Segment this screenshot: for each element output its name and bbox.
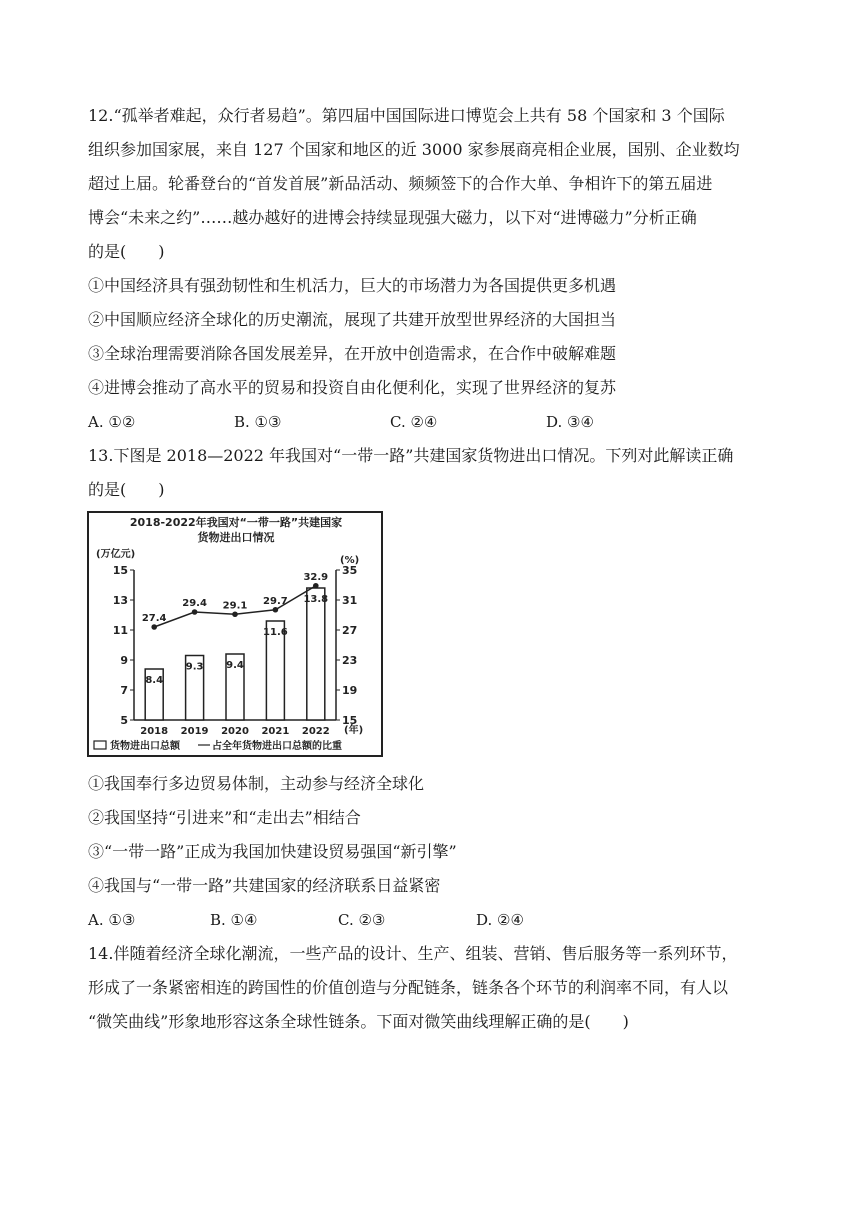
line-value-label: 29.7: [263, 595, 288, 607]
q13-stem-line-2: 的是( ): [88, 480, 165, 499]
q13-item-2: ②我国坚持“引进来”和“走出去”相结合: [88, 808, 361, 827]
y2-axis-label: (%): [340, 555, 360, 566]
bar-value-label: 8.4: [145, 675, 164, 686]
q13-option-b[interactable]: B. ①④: [210, 911, 258, 929]
y-tick-label: 7: [120, 684, 128, 697]
bar-value-label: 11.6: [263, 627, 288, 638]
line-point: [192, 609, 198, 615]
bar-value-label: 13.8: [303, 594, 329, 605]
legend-bar-label: 货物进出口总额: [110, 741, 180, 752]
q12-item-3: ③全球治理需要消除各国发展差异，在开放中创造需求，在合作中破解难题: [88, 344, 617, 363]
y2-tick-label: 31: [342, 594, 358, 607]
q12-option-a[interactable]: A. ①②: [88, 413, 136, 431]
q12-stem-line-5: 的是( ): [88, 242, 165, 261]
line-value-label: 29.1: [222, 600, 248, 612]
x-tick-label: 2021: [261, 726, 290, 737]
chart-title: 2018-2022年我国对“一带一路”共建国家: [129, 516, 343, 529]
q12-option-d[interactable]: D. ③④: [546, 413, 594, 431]
line-point: [151, 624, 157, 630]
line-point: [232, 611, 238, 617]
q13-option-d[interactable]: D. ②④: [476, 911, 524, 929]
q12-stem-line-2: 组织参加国家展，来自 127 个国家和地区的近 3000 家参展商亮相企业展，国别、企业数均: [88, 140, 740, 159]
y2-tick-label: 27: [342, 624, 358, 637]
q13-item-1: ①我国奉行多边贸易体制，主动参与经济全球化: [88, 774, 425, 793]
q14-stem-line-1: 14.伴随着经济全球化潮流，一些产品的设计、生产、组装、营销、售后服务等一系列环节，: [88, 944, 738, 963]
line-value-label: 27.4: [141, 613, 167, 624]
y-tick-label: 15: [112, 564, 128, 577]
line-value-label: 32.9: [303, 571, 329, 583]
y2-tick-label: 19: [342, 684, 358, 697]
y-tick-label: 11: [112, 624, 128, 637]
y-tick-label: 5: [120, 714, 128, 727]
x-tick-label: 2020: [221, 726, 249, 737]
q12-item-1: ①中国经济具有强劲韧性和生机活力，巨大的市场潜力为各国提供更多机遇: [88, 276, 617, 295]
x-tick-label: 2018: [140, 726, 169, 737]
y2-tick-label: 15: [342, 714, 358, 727]
line-point: [313, 583, 319, 589]
q12-stem-line-4: 博会“未来之约”……越办越好的进博会持续显现强大磁力，以下对“进博磁力”分析正确: [88, 208, 697, 227]
q14-stem-line-3: “微笑曲线”形象地形容这条全球性链条。下面对微笑曲线理解正确的是( ): [88, 1012, 629, 1031]
q13-item-4: ④我国与“一带一路”共建国家的经济联系日益紧密: [88, 876, 441, 895]
q12-option-b[interactable]: B. ①③: [234, 413, 282, 431]
chart-subtitle: 货物进出口情况: [197, 531, 275, 544]
q13-item-3: ③“一带一路”正成为我国加快建设贸易强国“新引擎”: [88, 842, 457, 861]
line-value-label: 29.4: [182, 598, 207, 609]
trade-chart: [86, 508, 386, 758]
bar: [307, 588, 325, 720]
q12-item-4: ④进博会推动了高水平的贸易和投资自由化便利化，实现了世界经济的复苏: [88, 378, 617, 397]
q12-option-c[interactable]: C. ②④: [390, 413, 438, 431]
x-tick-label: 2019: [180, 726, 209, 737]
q12-stem-line-1: 12.“孤举者难起，众行者易趋”。第四届中国国际进口博览会上共有 58 个国家和 3 个国际: [88, 106, 725, 125]
y-tick-label: 13: [112, 594, 128, 607]
legend-line-label: 占全年货物进出口总额的比重: [212, 741, 342, 752]
line-point: [273, 607, 279, 613]
q12-item-2: ②中国顺应经济全球化的历史潮流，展现了共建开放型世界经济的大国担当: [88, 310, 617, 329]
q13-option-c[interactable]: C. ②③: [338, 911, 386, 929]
y2-tick-label: 35: [342, 564, 358, 577]
bar-value-label: 9.4: [226, 660, 244, 671]
q13-option-a[interactable]: A. ①③: [88, 911, 136, 929]
y2-tick-label: 23: [342, 654, 358, 667]
legend-bar-swatch: [94, 741, 106, 749]
y-tick-label: 9: [120, 654, 128, 667]
q14-stem-line-2: 形成了一条紧密相连的跨国性的价值创造与分配链条，链条各个环节的利润率不同，有人以: [88, 978, 729, 997]
y-axis-label: (万亿元): [96, 549, 136, 560]
x-axis-label: (年): [344, 725, 364, 736]
q13-stem-line-1: 13.下图是 2018—2022 年我国对“一带一路”共建国家货物进出口情况。下列对此解读正确: [88, 446, 734, 465]
bar-value-label: 9.3: [185, 661, 204, 673]
q12-stem-line-3: 超过上届。轮番登台的“首发首展”新品活动、频频签下的合作大单、争相许下的第五届进: [88, 174, 713, 193]
x-tick-label: 2022: [301, 726, 330, 737]
